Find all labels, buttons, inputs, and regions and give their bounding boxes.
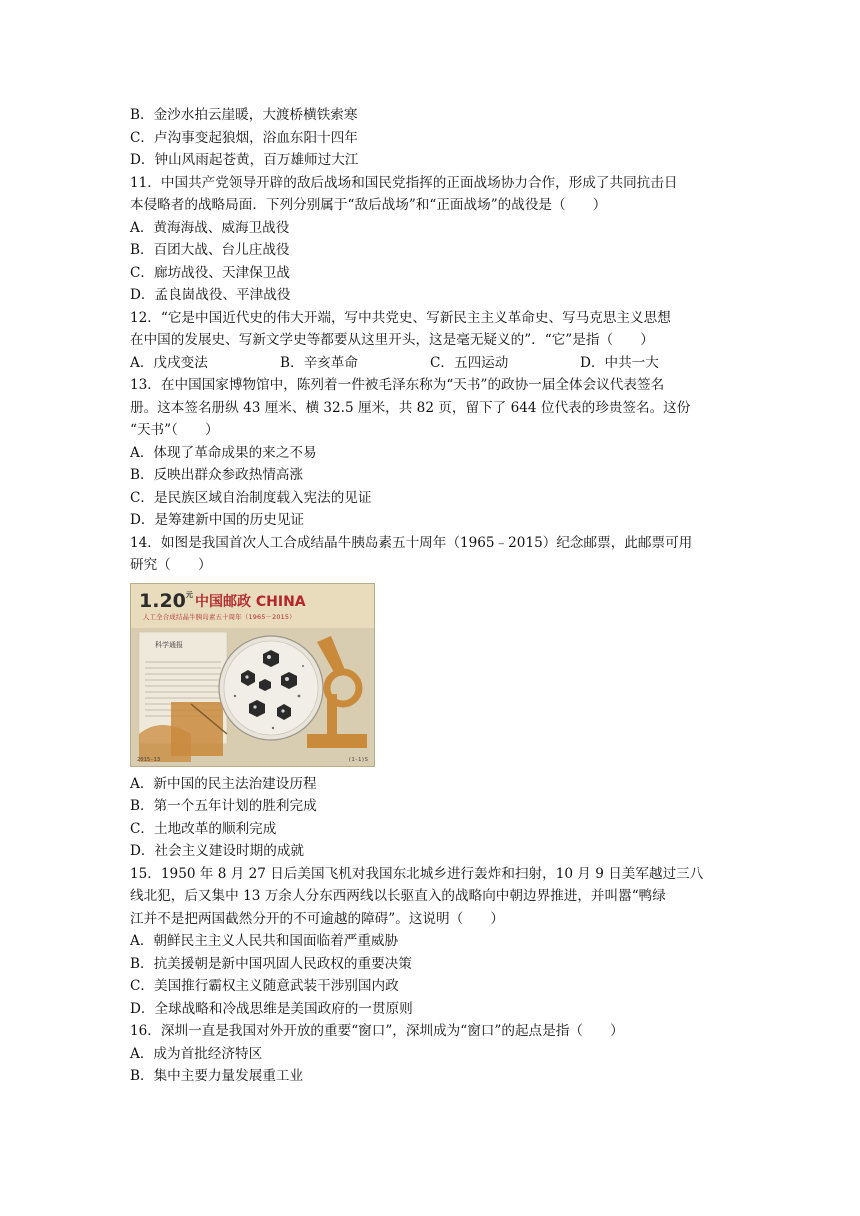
text-line: 在中国的发展史、写新文学史等都要从这里开头，这是毫无疑义的”．“它”是指（ ） xyxy=(130,332,654,348)
text-line: C．美国推行霸权主义随意武装干涉别国内政 xyxy=(130,978,399,994)
question-block-13-14 xyxy=(130,374,730,577)
text-line: 11．中国共产党领导开辟的敌后战场和国民党指挥的正面战场协力合作，形成了共同抗击日 xyxy=(130,174,678,191)
text-line: 线北犯，后又集中 13 万余人分东西两线以长驱直入的战略向中朝边界推进，并叫嚣“鸭绿 xyxy=(130,888,666,904)
text-line: 15．1950 年 8 月 27 日后美国飞机对我国东北城乡进行轰炸和扫射，10 月 9 日美军越过三八 xyxy=(130,865,704,882)
text-line: C．土地改革的顺利完成 xyxy=(130,820,277,837)
stamp-face-number: 1.20 xyxy=(139,589,186,612)
text-line: D．是筹建新中国的历史见证 xyxy=(130,512,305,528)
text-line: A．体现了革命成果的来之不易 xyxy=(130,444,317,461)
text-line: “天书”（ ） xyxy=(130,422,219,438)
text-line: B．第一个五年计划的胜利完成 xyxy=(130,798,317,814)
stamp-post-name: 中国邮政 CHINA xyxy=(195,593,306,610)
text-line: 12．“它是中国近代史的伟大开端，写中共党史、写新民主主义革命史、写马克思主义思想 xyxy=(130,309,671,326)
insulin-stamp-image xyxy=(130,583,375,767)
text-line: D．社会主义建设时期的成就 xyxy=(130,843,305,859)
text-line: D．全球战略和冷战思维是美国政府的一贯原则 xyxy=(130,1000,413,1017)
text-line: B．百团大战、台儿庄战役 xyxy=(130,242,290,258)
text-line: D．钟山风雨起苍黄，百万雄师过大江 xyxy=(130,152,359,168)
text-line: A．成为首批经济特区 xyxy=(130,1045,263,1062)
text-line: A．朝鲜民主主义人民共和国面临着严重威胁 xyxy=(130,933,399,949)
text-line: B．金沙水拍云崖暖，大渡桥横铁索寒 xyxy=(130,107,358,123)
stamp-face-unit: 元 xyxy=(185,590,193,599)
text-line: C．卢沟事变起狼烟，浴血东阳十四年 xyxy=(130,129,358,146)
text-line: 13．在中国国家博物馆中，陈列着一件被毛泽东称为“天书”的政协一届全体会议代表签名 xyxy=(130,377,665,393)
stamp-code-right: (1-1)S xyxy=(348,756,368,763)
text-line: B．抗美援朝是新中国巩固人民政权的重要决策 xyxy=(130,955,412,972)
q12-option-b: B．辛亥革命 xyxy=(280,354,358,371)
q12-option-d: D．中共一大 xyxy=(580,354,659,371)
stamp-face-value xyxy=(131,590,193,612)
q12-options xyxy=(130,352,730,375)
exam-page xyxy=(130,104,730,1088)
text-line: C．是民族区域自治制度载入宪法的见证 xyxy=(130,489,372,506)
stamp-code-left: 2015-13 xyxy=(137,756,161,763)
text-line: A．黄海海战、威海卫战役 xyxy=(130,219,290,236)
q12-option-a: A．戊戌变法 xyxy=(130,354,208,371)
stamp-subtitle: 人工全合成结晶牛胰岛素五十周年（1965－2015） xyxy=(143,612,296,621)
text-line: B．反映出群众参政热情高涨 xyxy=(130,467,304,483)
text-line: B．集中主要力量发展重工业 xyxy=(130,1068,304,1084)
question-block-14-16 xyxy=(130,773,730,1088)
text-line: C．廊坊战役、天津保卫战 xyxy=(130,264,290,281)
text-line: A．新中国的民主法治建设历程 xyxy=(130,775,317,792)
text-line: 册。这本签名册纵 43 厘米、横 32.5 厘米，共 82 页，留下了 644 位代表的珍贵签名。这份 xyxy=(130,399,691,416)
question-block-10-12 xyxy=(130,104,730,352)
text-line: 研究（ ） xyxy=(130,557,212,573)
text-line: 江并不是把两国截然分开的不可逾越的障碍”。这说明（ ） xyxy=(130,910,504,927)
text-line: D．孟良崮战役、平津战役 xyxy=(130,287,291,303)
text-line: 本侵略者的战略局面．下列分别属于“敌后战场”和“正面战场”的战役是（ ） xyxy=(130,197,607,213)
stamp-paper-title: 科学通报 xyxy=(155,640,183,649)
q12-option-c: C．五四运动 xyxy=(430,354,509,371)
text-line: 16．深圳一直是我国对外开放的重要“窗口”，深圳成为“窗口”的起点是指（ ） xyxy=(130,1023,624,1039)
text-line: 14．如图是我国首次人工合成结晶牛胰岛素五十周年（1965﹣2015）纪念邮票，此邮票可用 xyxy=(130,534,693,551)
